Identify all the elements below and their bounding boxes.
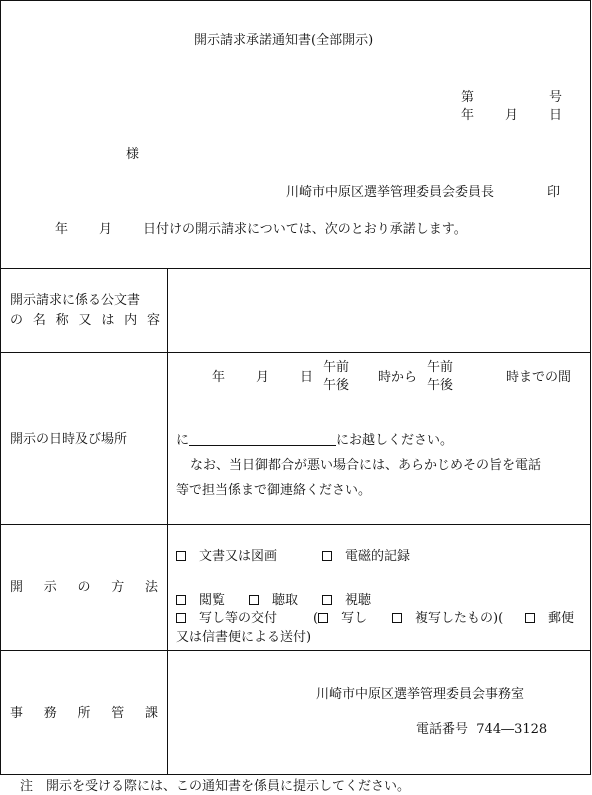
label-char: 法 [144,580,158,595]
number-suffix: 号 [549,90,563,105]
method-option-duplicate[interactable] [392,611,503,627]
label-char: 示 [43,580,57,595]
option-label: 写し [341,611,368,626]
checkbox[interactable] [525,613,535,623]
method-option-electromagnetic[interactable] [322,549,410,565]
checkbox[interactable] [176,613,186,623]
contact-note-line1: なお、当日御都合が悪い場合には、あらかじめその旨を電話 [190,458,542,473]
method-option-documents[interactable] [176,549,277,565]
option-label: 郵便 [548,611,575,626]
document-name-label-line1: 開示請求に係る公文書 [10,293,141,308]
option-label: 閲覧 [199,593,226,608]
option-label: 電磁的記録 [345,549,411,564]
footnote: 注 開示を受ける際には、この通知書を係員に提示してください。 [20,779,411,794]
label-char: 所 [77,706,91,721]
checkbox[interactable] [322,551,332,561]
place-suffix: にお越しください。 [336,433,454,448]
checkbox[interactable] [249,595,259,605]
disclosure-day: 日 [300,370,314,385]
option-label: 文書又は図画 [199,549,278,564]
issuer-name: 川崎市中原区選挙管理委員会委員長 [286,185,495,200]
checkbox[interactable] [318,613,328,623]
datetime-place-label: 開示の日時及び場所 [10,432,128,447]
label-char: は [101,313,115,328]
label-char: 事 [10,706,24,721]
label-column-divider [167,268,168,775]
option-label: 視聴 [345,593,372,608]
office-label [10,706,158,722]
label-char: 課 [144,706,158,721]
label-char: 又 [78,313,92,328]
end-pm: 午後 [427,378,454,393]
start-am: 午前 [323,360,350,375]
intro-year: 年 [55,222,69,237]
document-title: 開示請求承諾通知書(全部開示) [194,33,374,48]
divider [0,352,591,353]
office-name: 川崎市中原区選挙管理委員会事務室 [316,687,525,702]
method-label [10,580,158,596]
label-char: の [77,580,91,595]
checkbox[interactable] [176,551,186,561]
method-option-copy-delivery[interactable] [176,611,277,627]
label-char: の [10,313,24,328]
seal-mark: 印 [547,185,561,200]
disclosure-month: 月 [256,370,270,385]
until-text: 時までの間 [506,370,572,385]
number-prefix: 第 [461,90,475,105]
method-option-watch[interactable] [322,593,371,609]
divider [0,268,591,269]
intro-text: 日付けの開示請求については、次のとおり承諾します。 [143,222,467,237]
disclosure-year: 年 [212,370,226,385]
label-char: 称 [55,313,69,328]
method-option-copy[interactable] [313,611,367,627]
label-char: 開 [10,580,24,595]
label-char: 務 [43,706,57,721]
intro-month: 月 [99,222,113,237]
label-char: 容 [146,313,160,328]
from-text: 時から [378,370,418,385]
method-option-view[interactable] [176,593,225,609]
date-year: 年 [461,108,475,123]
document-name-label-line2 [10,313,160,329]
label-char: 名 [32,313,46,328]
phone-number: 744―3128 [476,722,548,737]
method-option-listen[interactable] [249,593,298,609]
phone-label: 電話番号 [416,722,469,737]
mail-option-continuation: 又は信書便による送付) [176,630,312,645]
place-blank[interactable] [189,432,336,446]
place-prefix: に [176,433,190,448]
end-am: 午前 [427,360,454,375]
checkbox[interactable] [176,595,186,605]
contact-note-line2: 等で担当係まで御連絡ください。 [176,483,372,498]
office-phone [416,722,547,738]
addressee-suffix: 様 [126,147,140,162]
label-char: 内 [124,313,138,328]
label-char: 方 [111,580,125,595]
checkbox[interactable] [322,595,332,605]
label-char: 管 [111,706,125,721]
method-option-mail[interactable] [525,611,574,627]
date-day: 日 [549,108,563,123]
place-line [176,432,453,449]
checkbox[interactable] [392,613,402,623]
date-month: 月 [505,108,519,123]
option-label: 写し等の交付 [199,611,278,626]
divider [0,650,591,651]
paren-open: ( [313,611,319,626]
divider [0,524,591,525]
start-pm: 午後 [323,378,350,393]
option-label: 聴取 [272,593,299,608]
option-label: 複写したもの)( [415,611,504,626]
